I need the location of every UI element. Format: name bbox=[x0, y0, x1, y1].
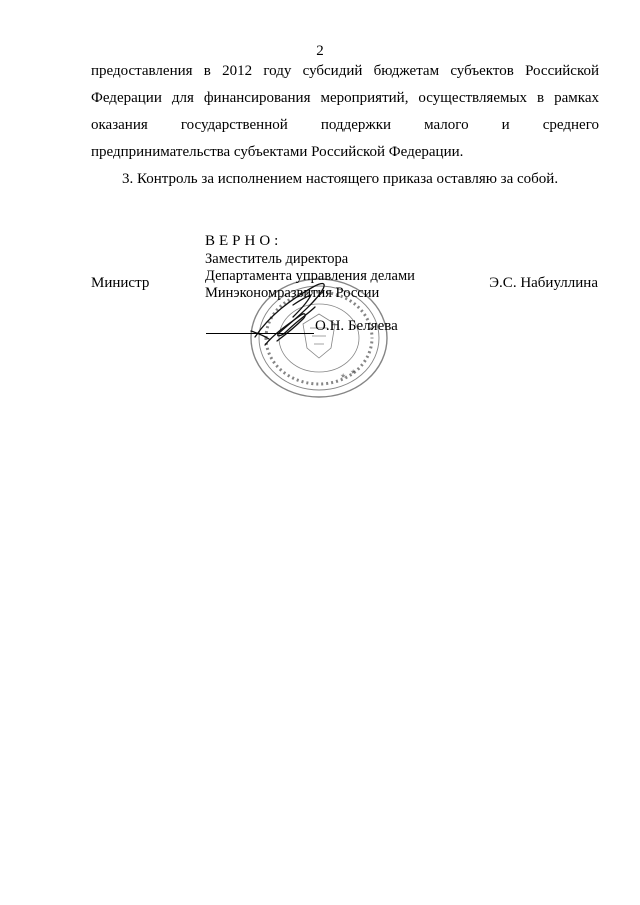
signatory-position: Министр bbox=[91, 275, 150, 291]
certifier-ministry-line: Минэкономразвития России bbox=[205, 285, 380, 301]
signature-line bbox=[206, 333, 314, 334]
page-number: 2 bbox=[316, 43, 324, 59]
item-3: 3. Контроль за исполнением настоящего приказа оставляю за собой. bbox=[122, 171, 559, 187]
order-text bbox=[91, 58, 599, 193]
paragraph-line: оказания государственной поддержки малого и среднего bbox=[91, 117, 599, 133]
certifier-position-line: Заместитель директора bbox=[205, 251, 349, 267]
certification-title: ВЕРНО: bbox=[205, 233, 283, 249]
svg-text:★: ★ bbox=[340, 372, 347, 380]
svg-text:★: ★ bbox=[350, 368, 357, 376]
signatory-name: Э.С. Набиуллина bbox=[489, 275, 598, 291]
certifier-name: О.Н. Беляева bbox=[315, 318, 398, 334]
paragraph-line: Федерации для финансирования мероприятий, осуществляемых в рамках bbox=[91, 90, 599, 106]
certifier-department-line: Департамента управления делами bbox=[205, 268, 415, 284]
paragraph-line: предоставления в 2012 году субсидий бюджетам субъектов Российской bbox=[91, 63, 599, 79]
paragraph-line: предпринимательства субъектами Российской Федерации. bbox=[91, 144, 464, 160]
